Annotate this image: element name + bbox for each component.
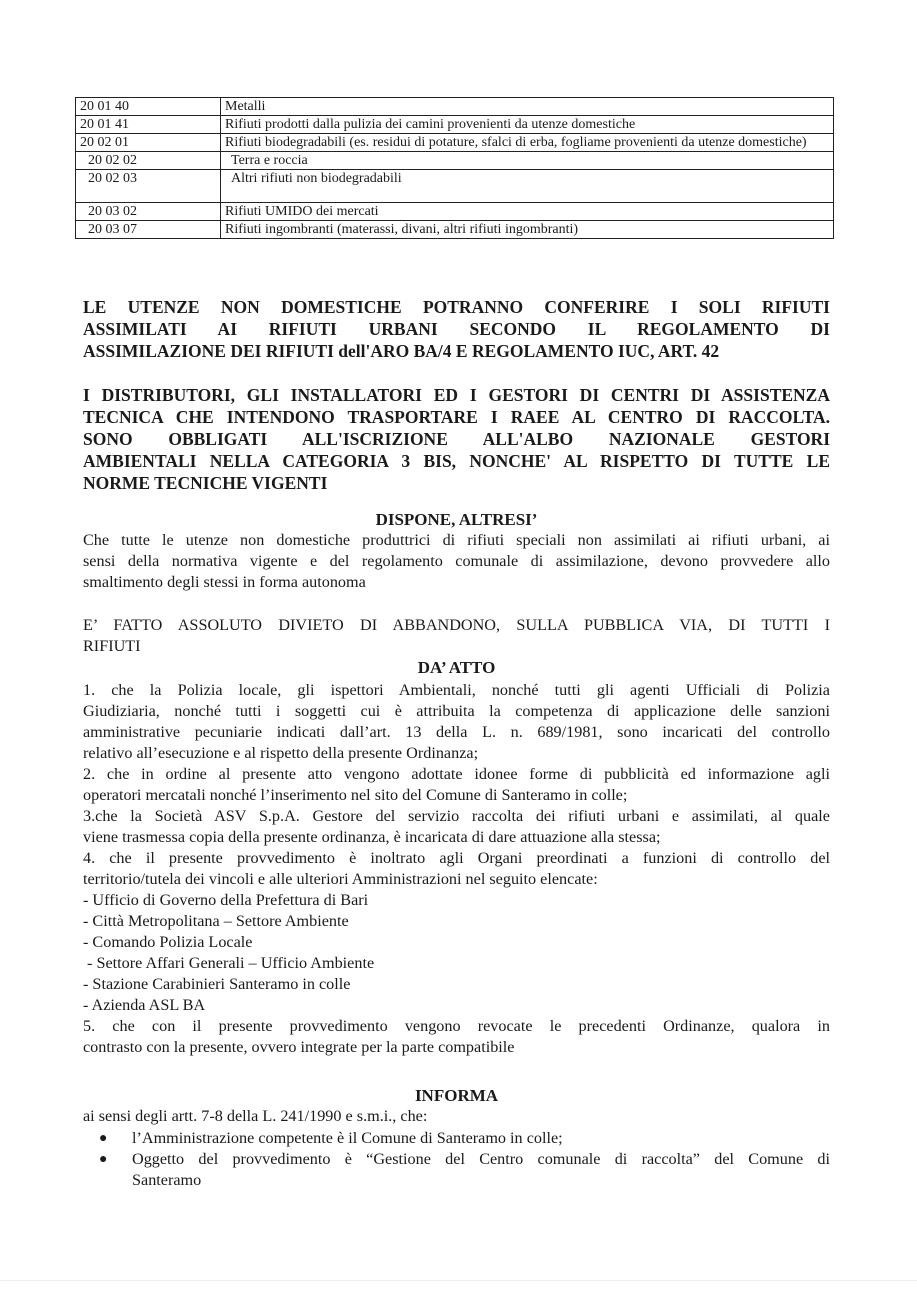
- waste-code: 20 01 41: [76, 116, 221, 134]
- table-row: [76, 203, 834, 221]
- waste-description: Rifiuti biodegradabili (es. residui di potature, sfalci di erba, fogliame provenienti da utenze domestiche): [221, 134, 834, 152]
- scan-edge-line: [0, 1280, 917, 1281]
- notice-line: ASSIMILAZIONE DEI RIFIUTI dell'ARO BA/4 E REGOLAMENTO IUC, ART. 42: [83, 341, 720, 361]
- list-item: - Ufficio di Governo della Prefettura di Bari: [83, 891, 369, 909]
- bullet-icon: ●: [99, 1131, 108, 1146]
- notice-line: SONO OBBLIGATI ALL'ISCRIZIONE ALL'ALBO NAZIONALE GESTORI: [83, 429, 830, 449]
- bullet-text: Santeramo: [132, 1171, 202, 1189]
- paragraph-line: relativo all’esecuzione e al rispetto della presente Ordinanza;: [83, 744, 479, 762]
- waste-code: 20 02 01: [76, 134, 221, 152]
- dispone-heading: DISPONE, ALTRESI’: [375, 510, 538, 529]
- paragraph-line: territorio/tutela dei vincoli e alle ulteriori Amministrazioni nel seguito elencate:: [83, 870, 598, 888]
- table-row: [76, 170, 834, 203]
- bullet-text: l’Amministrazione competente è il Comune di Santeramo in colle;: [132, 1129, 563, 1147]
- list-item: - Città Metropolitana – Settore Ambiente: [83, 912, 349, 930]
- paragraph-line: viene trasmessa copia della presente ordinanza, è incaricata di dare attuazione alla stessa;: [83, 828, 661, 846]
- waste-code: 20 03 07: [76, 221, 221, 239]
- notice-line: LE UTENZE NON DOMESTICHE POTRANNO CONFERIRE I SOLI RIFIUTI: [83, 297, 830, 317]
- bullet-icon: ●: [99, 1152, 108, 1167]
- paragraph-line: 1. che la Polizia locale, gli ispettori Ambientali, nonché tutti gli agenti Ufficiali di Polizia: [83, 681, 830, 699]
- paragraph-line: 3.che la Società ASV S.p.A. Gestore del servizio raccolta dei rifiuti urbani e assimilati, al quale: [83, 807, 830, 825]
- paragraph-line: smaltimento degli stessi in forma autonoma: [83, 573, 366, 591]
- paragraph-line: Giudiziaria, nonché tutti i soggetti cui è attribuita la competenza di applicazione delle sanzioni: [83, 702, 830, 720]
- waste-description: Rifiuti prodotti dalla pulizia dei camini provenienti da utenze domestiche: [221, 116, 834, 134]
- table-row: [76, 116, 834, 134]
- paragraph-line: sensi della normativa vigente e del regolamento comunale di assimilazione, devono provvedere allo: [83, 552, 830, 570]
- paragraph-line: 4. che il presente provvedimento è inoltrato agli Organi preordinati a funzioni di controllo del: [83, 849, 830, 867]
- waste-description: Rifiuti UMIDO dei mercati: [221, 203, 834, 221]
- waste-description: Rifiuti ingombranti (materassi, divani, altri rifiuti ingombranti): [221, 221, 834, 239]
- informa-heading: INFORMA: [414, 1086, 499, 1105]
- waste-code: 20 03 02: [76, 203, 221, 221]
- table-row: [76, 152, 834, 170]
- waste-description: Altri rifiuti non biodegradabili: [221, 170, 834, 203]
- dispone-paragraph: [83, 530, 830, 593]
- paragraph-line: operatori mercatali nonché l’inserimento nel sito del Comune di Santeramo in colle;: [83, 786, 628, 804]
- list-item: [99, 1128, 830, 1149]
- paragraph-line: 2. che in ordine al presente atto vengono adottate idonee forme di pubblicità ed informazione agli: [83, 765, 830, 783]
- da-atto-list: [83, 680, 830, 1058]
- list-item: - Settore Affari Generali – Ufficio Ambiente: [83, 954, 375, 972]
- waste-code: 20 02 02: [76, 152, 221, 170]
- paragraph-line: RIFIUTI: [83, 637, 141, 655]
- paragraph-line: Che tutte le utenze non domestiche produttrici di rifiuti speciali non assimilati ai rifiuti urbani, ai: [83, 531, 830, 549]
- notice-line: ASSIMILATI AI RIFIUTI URBANI SECONDO IL REGOLAMENTO DI: [83, 319, 830, 339]
- notice-line: I DISTRIBUTORI, GLI INSTALLATORI ED I GESTORI DI CENTRI DI ASSISTENZA: [83, 385, 830, 405]
- list-item: [99, 1149, 830, 1191]
- divieto-paragraph: [83, 615, 830, 657]
- paragraph-line: 5. che con il presente provvedimento vengono revocate le precedenti Ordinanze, qualora in: [83, 1017, 830, 1035]
- waste-description: Terra e roccia: [221, 152, 834, 170]
- notice-line: NORME TECNICHE VIGENTI: [83, 473, 328, 493]
- da-atto-heading: DA’ ATTO: [417, 658, 496, 677]
- waste-codes-table: [75, 97, 834, 239]
- informa-bullets: [99, 1128, 830, 1191]
- informa-intro: ai sensi degli artt. 7-8 della L. 241/1990 e s.m.i., che:: [83, 1107, 428, 1125]
- raee-notice: [83, 384, 830, 494]
- notice-line: TECNICA CHE INTENDONO TRASPORTARE I RAEE AL CENTRO DI RACCOLTA.: [83, 407, 830, 427]
- list-item: - Azienda ASL BA: [83, 996, 206, 1014]
- non-domestic-notice: [83, 296, 830, 362]
- waste-code: 20 01 40: [76, 98, 221, 116]
- paragraph-line: E’ FATTO ASSOLUTO DIVIETO DI ABBANDONO, SULLA PUBBLICA VIA, DI TUTTI I: [83, 616, 830, 634]
- list-item: - Comando Polizia Locale: [83, 933, 253, 951]
- bullet-text: Oggetto del provvedimento è “Gestione del Centro comunale di raccolta” del Comune di: [132, 1150, 830, 1168]
- table-row: [76, 98, 834, 116]
- waste-code: 20 02 03: [76, 170, 221, 203]
- paragraph-line: contrasto con la presente, ovvero integrate per la parte compatibile: [83, 1038, 515, 1056]
- waste-description: Metalli: [221, 98, 834, 116]
- table-row: [76, 134, 834, 152]
- table-row: [76, 221, 834, 239]
- paragraph-line: amministrative pecuniarie indicati dall’art. 13 della L. n. 689/1981, sono incaricati del controllo: [83, 723, 830, 741]
- list-item: - Stazione Carabinieri Santeramo in colle: [83, 975, 351, 993]
- notice-line: AMBIENTALI NELLA CATEGORIA 3 BIS, NONCHE' AL RISPETTO DI TUTTE LE: [83, 451, 830, 471]
